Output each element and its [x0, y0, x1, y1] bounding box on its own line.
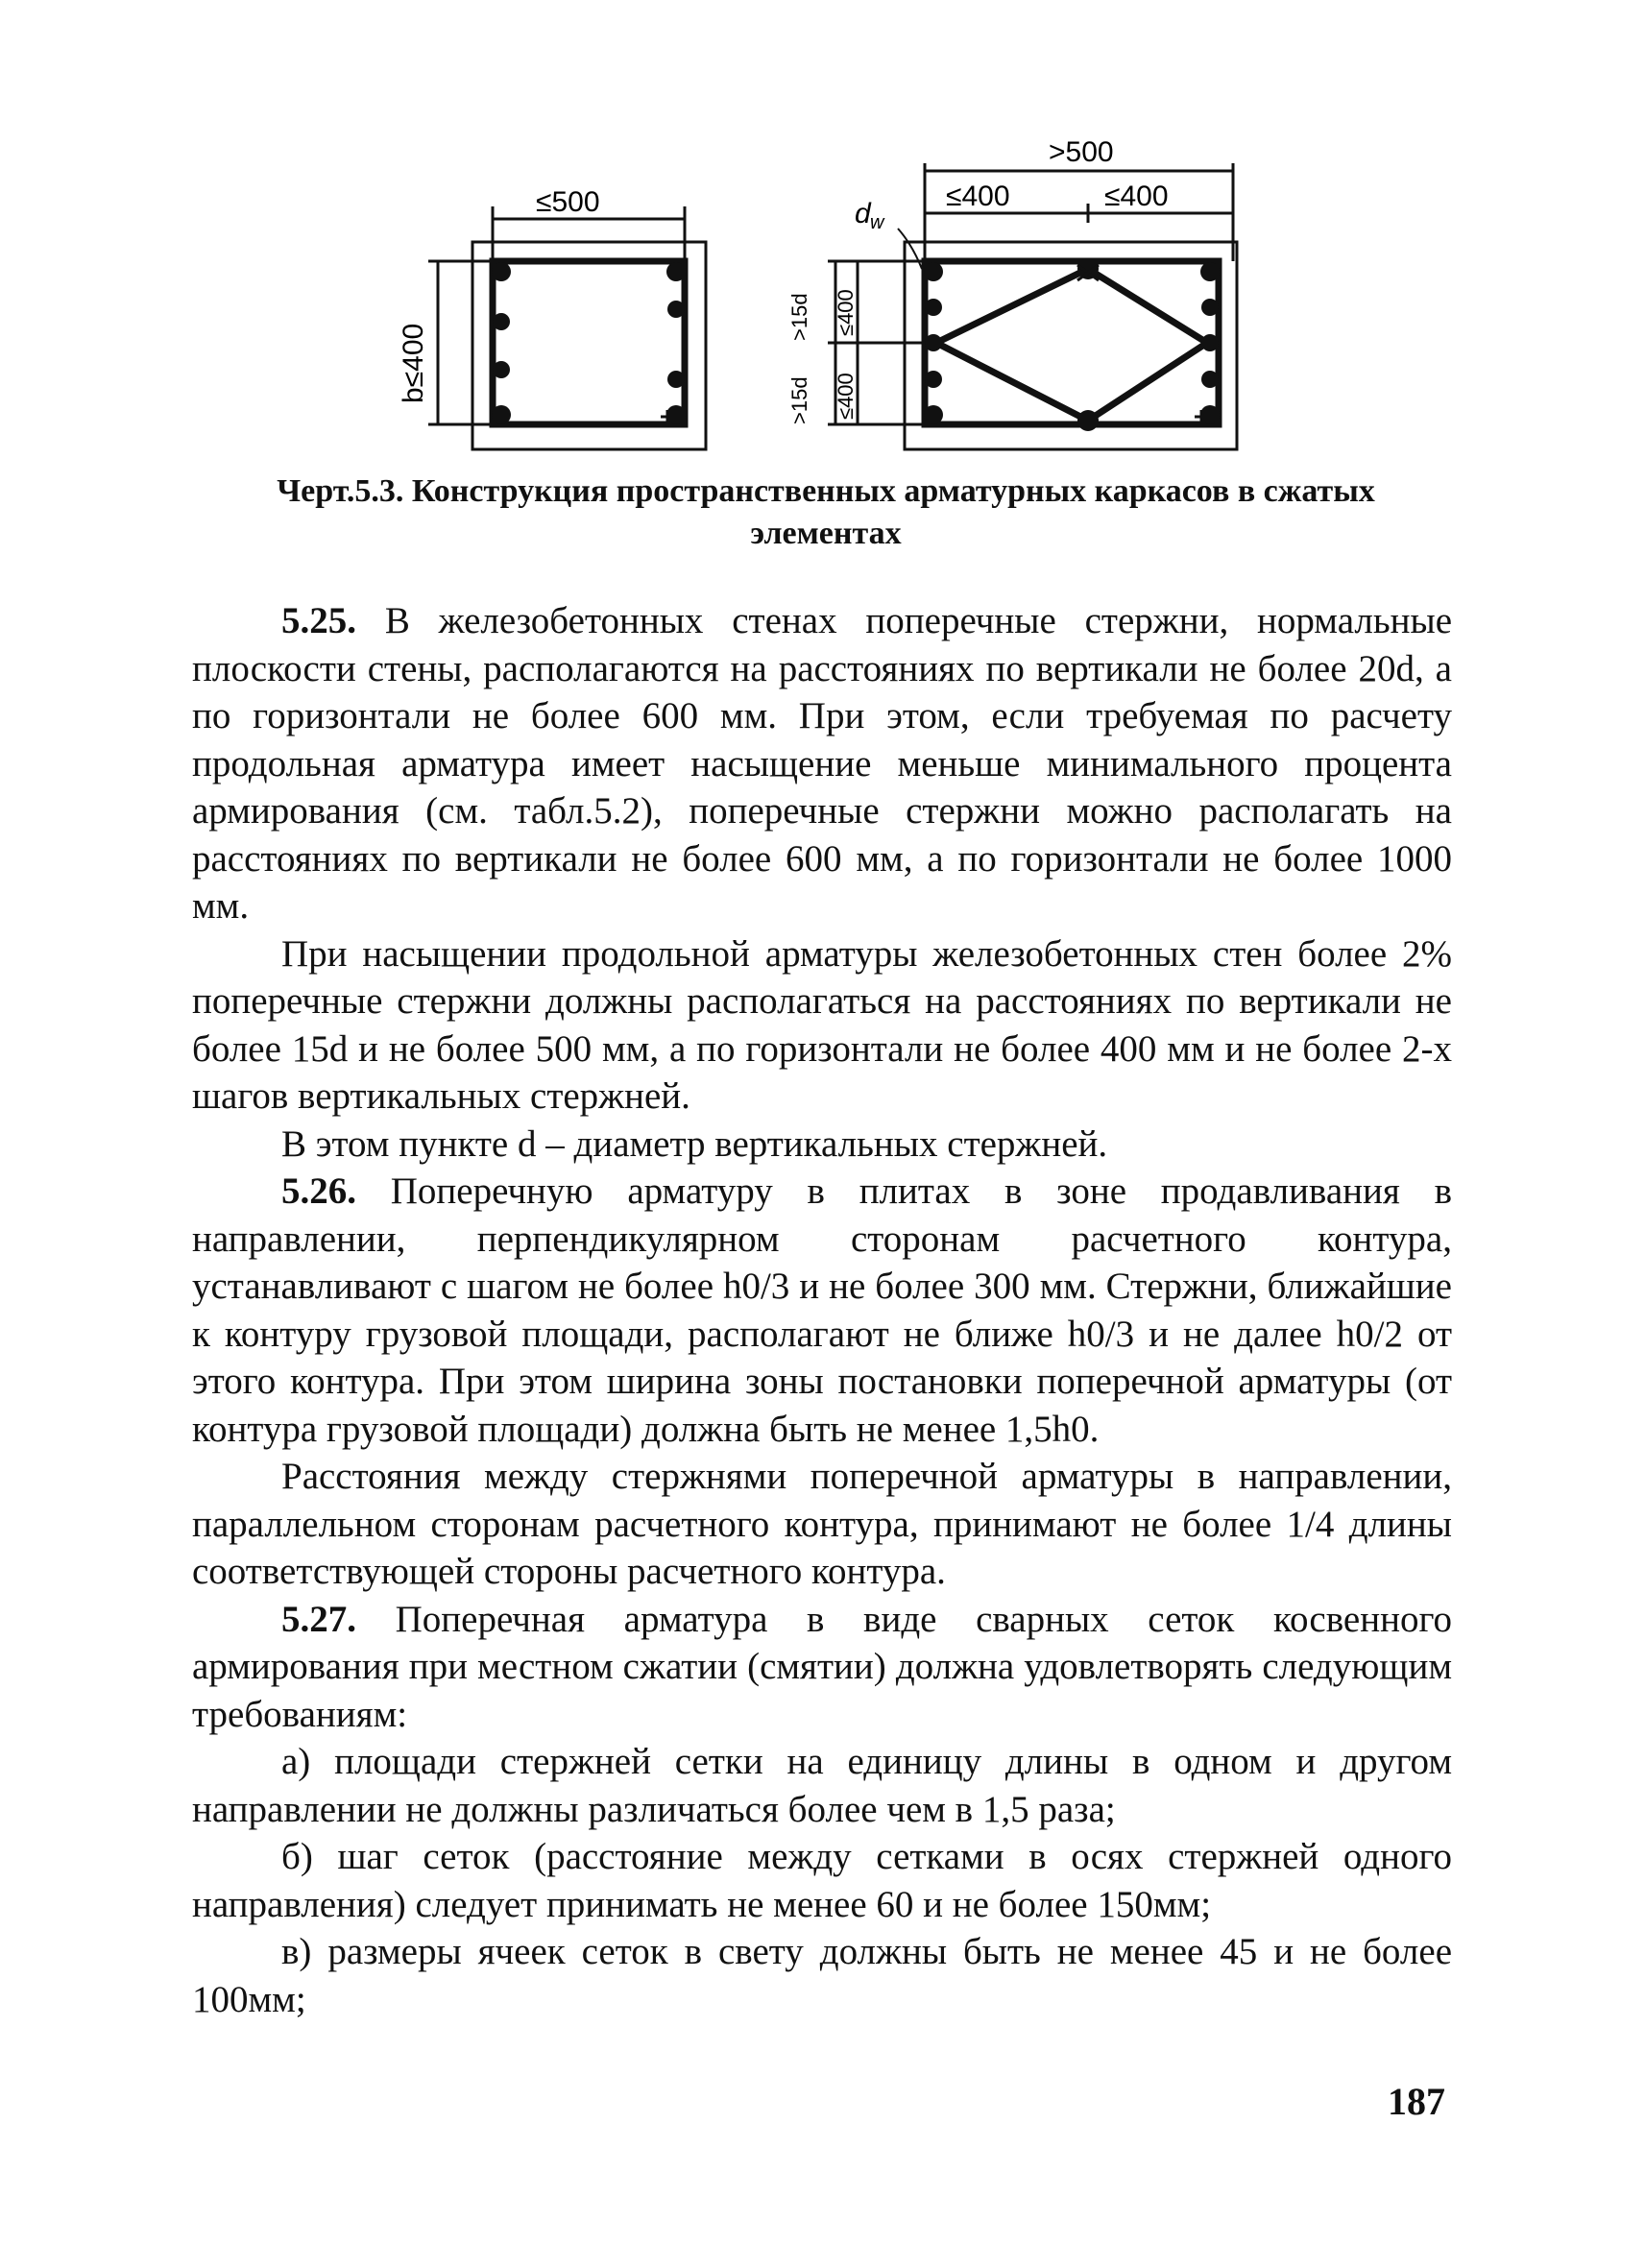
right-section-outline: [905, 242, 1237, 449]
right-stirrup: [925, 261, 1219, 424]
right-span1-label: ≤400: [946, 181, 1010, 212]
list-item-c: [192, 1928, 1452, 2023]
list-item-a: [192, 1738, 1452, 1833]
paragraph-text: б) шаг сеток (расстояние между сетками в осях стержней одного направления) следует принимать не менее 60 и не более 150мм;: [192, 1836, 1452, 1925]
body-text: [192, 597, 1452, 2023]
stack-outer-label: >15d: [787, 376, 811, 424]
page-number: 187: [1388, 2080, 1445, 2123]
figure-caption-line1: Черт.5.3. Конструкция пространственных арматурных каркасов в сжатых: [277, 473, 1375, 509]
stack-outer-label-2: >15d: [787, 293, 811, 341]
section-number: 5.26.: [281, 1170, 356, 1212]
paragraph-text: В железобетонных стенах поперечные стержни, нормальные плоскости стены, располагаются на расстояниях по вертикали не более 20d, а по горизонтали не более 600 мм. При этом, если требуемая по расчету продольная арматура имеет насыщение меньше минимального процента армирования (см. табл.5.2), поперечные стержни можно располагать на расстояниях по вертикали не более 600 мм, а по горизонтали не более 1000 мм.: [192, 600, 1452, 927]
paragraph-text: Поперечную арматуру в плитах в зоне продавливания в направлении, перпендикулярном сторонам расчетного контура, устанавливают с шагом не более h0/3 и не более 300 мм. Стержни, ближайшие к контуру грузовой площади, располагают не ближе h0/3 и не далее h0/2 от этого контура. При этом ширина зоны постановки поперечной арматуры (от контура грузовой площади) должна быть не менее 1,5h0.: [192, 1170, 1452, 1450]
paragraph-text: Поперечная арматура в виде сварных сеток косвенного армирования при местном сжатии (смятии) должна удовлетворять следующим требованиям:: [192, 1598, 1452, 1735]
section-number: 5.27.: [281, 1598, 356, 1640]
list-item-b: [192, 1833, 1452, 1928]
stirrup-diameter-label: d: [855, 198, 871, 229]
right-overall-label: >500: [1049, 136, 1114, 168]
paragraph-5-27: [192, 1596, 1452, 1739]
paragraph-text: При насыщении продольной арматуры железобетонных стен более 2% поперечные стержни должны располагаться на расстояниях по вертикали не более 15d и не более 500 мм, а по горизонтали не более 400 мм и не более 2-х шагов вертикальных стержней.: [192, 932, 1452, 1117]
paragraph: [192, 1121, 1452, 1169]
stirrup-diameter-sub: w: [870, 212, 884, 233]
paragraph-text: а) площади стержней сетки на единицу длины в одном и другом направлении не должны различаться более чем в 1,5 раза;: [192, 1741, 1452, 1830]
stack-inner-top-label: ≤400: [834, 289, 858, 336]
paragraph-text: в) размеры ячеек сеток в свету должны быть не менее 45 и не более 100мм;: [192, 1931, 1452, 2020]
right-span2-label: ≤400: [1104, 181, 1169, 212]
paragraph: [192, 1453, 1452, 1596]
paragraph: [192, 930, 1452, 1121]
figure-caption-line2: элементах: [750, 516, 902, 551]
left-width-label: ≤500: [536, 186, 600, 218]
reinforcement-figure: [0, 0, 1645, 461]
paragraph-5-26: [192, 1168, 1452, 1453]
paragraph-5-25: [192, 597, 1452, 930]
paragraph-text: В этом пункте d – диаметр вертикальных стержней.: [281, 1122, 1108, 1165]
left-height-label: b≤400: [398, 323, 429, 403]
paragraph-text: Расстояния между стержнями поперечной арматуры в направлении, параллельном сторонам расчетного контура, принимают не более 1/4 длины соответствующей стороны расчетного контура.: [192, 1456, 1452, 1592]
right-diamond-tie: [936, 269, 1207, 421]
stack-inner-bottom-label: ≤400: [834, 373, 858, 420]
figure-drawing: [0, 0, 1645, 461]
section-number: 5.25.: [281, 600, 356, 641]
left-stirrup: [493, 261, 685, 424]
